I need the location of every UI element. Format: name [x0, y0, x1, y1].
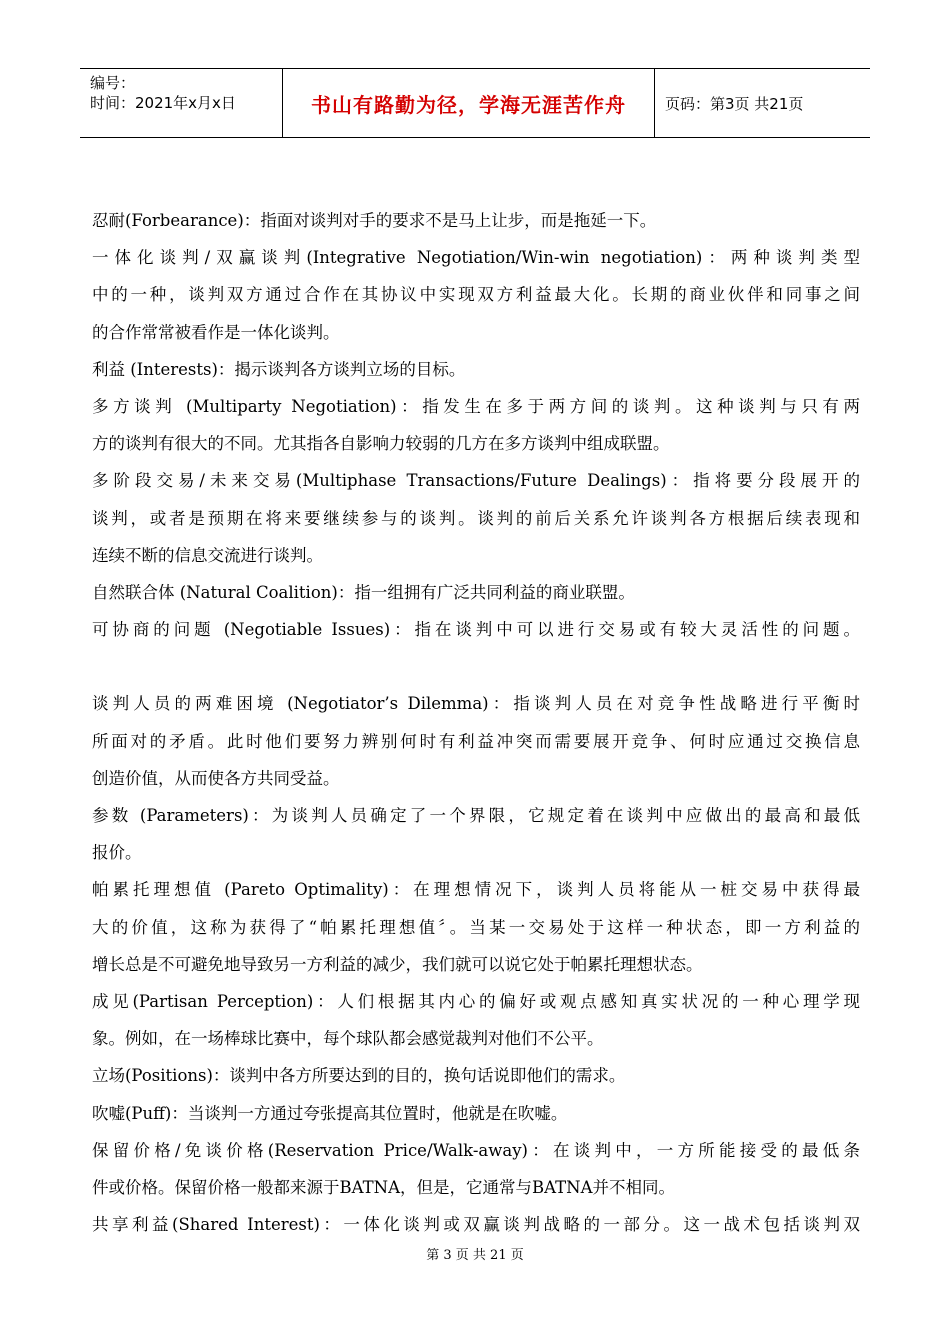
date-label: 时间：2021年x月x日 — [90, 94, 236, 112]
text-line: 一体化谈判/双赢谈判(Integrative Negotiation/Win-win negotiation)：两种谈判类型 — [92, 248, 860, 268]
text-line: 多阶段交易/未来交易(Multiphase Transactions/Future Dealings)：指将要分段展开的 — [92, 471, 860, 491]
text-line: 件或价格。保留价格一般都来源于BATNA，但是，它通常与BATNA并不相同。 — [92, 1177, 675, 1197]
text-line: 立场(Positions)：谈判中各方所要达到的目的，换句话说即他们的需求。 — [92, 1066, 626, 1086]
header-meta — [80, 69, 283, 137]
header-motto: 书山有路勤为径，学海无涯苦作舟 — [283, 69, 655, 137]
text-line: 大的价值，这称为获得了“帕累托理想值〞。当某一交易处于这样一种状态，即一方利益的 — [92, 917, 860, 937]
text-line: 创造价值，从而使各方共同受益。 — [92, 768, 340, 788]
text-line: 的合作常常被看作是一体化谈判。 — [92, 322, 340, 342]
text-line: 方的谈判有很大的不同。尤其指各自影响力较弱的几方在多方谈判中组成联盟。 — [92, 434, 670, 454]
page-footer: 第 3 页 共 21 页 — [426, 1248, 524, 1263]
text-line: 连续不断的信息交流进行谈判。 — [92, 545, 323, 565]
text-line: 利益 (Interests)：揭示谈判各方谈判立场的目标。 — [92, 359, 466, 379]
text-line — [92, 648, 860, 685]
text-line: 成见(Partisan Perception)：人们根据其内心的偏好或观点感知真实状况的一种心理学现 — [92, 991, 860, 1011]
text-line: 忍耐(Forbearance)：指面对谈判对手的要求不是马上让步，而是拖延一下。 — [92, 211, 657, 230]
text-line: 可协商的问题 (Negotiable Issues)：指在谈判中可以进行交易或有较大灵活性的问题。 — [92, 620, 860, 640]
header-page-number: 页码：第3页 共21页 — [665, 94, 804, 113]
text-line: 增长总是不可避免地导致另一方利益的减少，我们就可以说它处于帕累托理想状态。 — [92, 954, 703, 974]
number-label: 编号： — [90, 74, 136, 92]
text-line: 共享利益(Shared Interest)：一体化谈判或双赢谈判战略的一部分。这一战术包括谈判双 — [92, 1215, 860, 1235]
text-line: 谈判，或者是预期在将来要继续参与的谈判。谈判的前后关系允许谈判各方根据后续表现和 — [92, 508, 860, 528]
text-line: 所面对的矛盾。此时他们要努力辨别何时有利益冲突而需要展开竞争、何时应通过交换信息 — [92, 731, 860, 751]
text-line: 帕累托理想值 (Pareto Optimality)：在理想情况下，谈判人员将能从一桩交易中获得最 — [92, 880, 860, 900]
text-line: 谈判人员的两难困境 (Negotiator’s Dilemma)：指谈判人员在对竞争性战略进行平衡时 — [92, 694, 860, 714]
document-body — [92, 202, 860, 1243]
text-line: 多方谈判 (Multiparty Negotiation)：指发生在多于两方间的谈判。这种谈判与只有两 — [92, 396, 860, 416]
text-line: 报价。 — [92, 843, 142, 863]
text-line: 保留价格/免谈价格(Reservation Price/Walk-away)：在谈判中，一方所能接受的最低条 — [92, 1140, 860, 1160]
text-line: 中的一种，谈判双方通过合作在其协议中实现双方利益最大化。长期的商业伙伴和同事之间 — [92, 285, 860, 305]
text-line: 自然联合体 (Natural Coalition)：指一组拥有广泛共同利益的商业联盟。 — [92, 582, 635, 602]
page-header — [80, 68, 870, 138]
text-line: 参数 (Parameters)：为谈判人员确定了一个界限，它规定着在谈判中应做出的最高和最低 — [92, 806, 860, 825]
text-line: 吹嘘(Puff)：当谈判一方通过夸张提高其位置时，他就是在吹嘘。 — [92, 1103, 568, 1123]
text-line: 象。例如，在一场棒球比赛中，每个球队都会感觉裁判对他们不公平。 — [92, 1029, 604, 1049]
